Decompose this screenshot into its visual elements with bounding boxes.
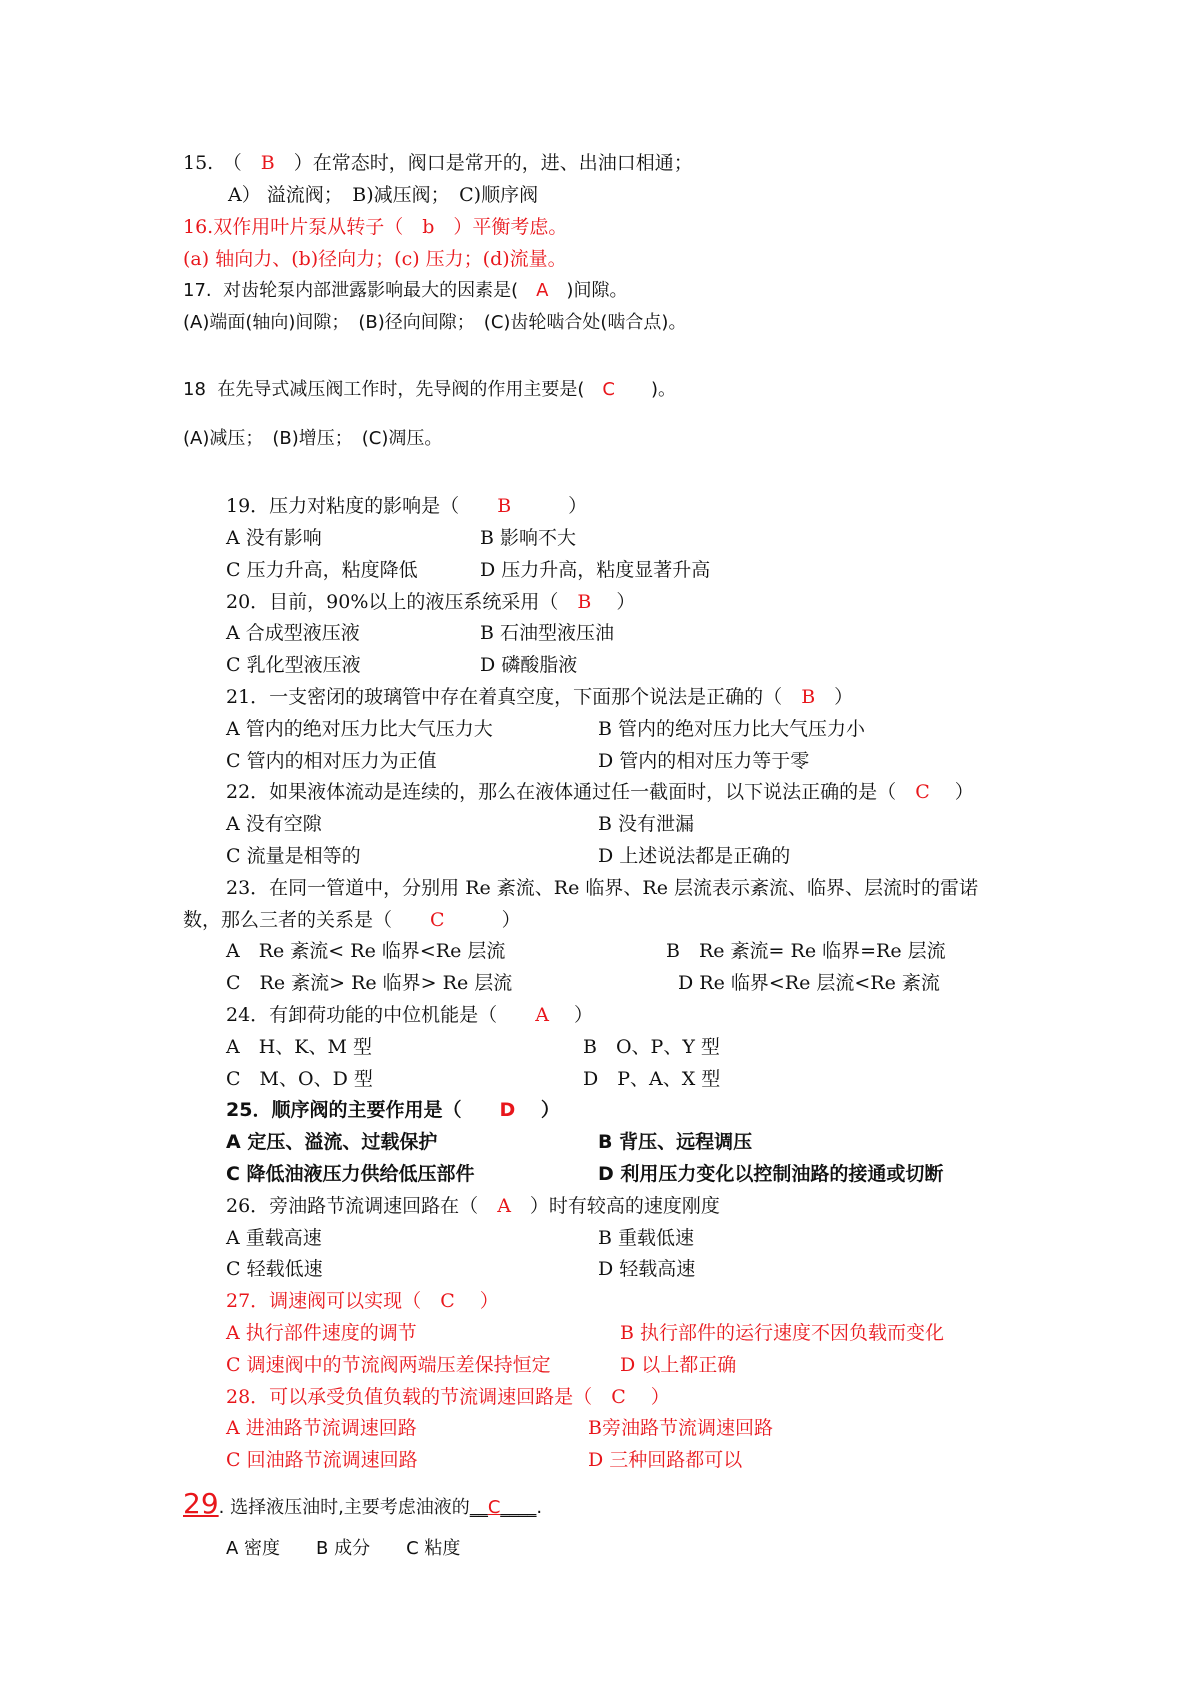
- question-text: 27．调速阀可以实现（: [226, 1290, 441, 1312]
- question-text: ）平衡考虑。: [434, 216, 568, 238]
- option-c: C 轻载低速: [226, 1258, 323, 1280]
- question-text: 24．有卸荷功能的中位机能是（: [226, 1004, 536, 1026]
- option-d: D 以上都正确: [620, 1354, 737, 1376]
- question-text: .: [536, 1497, 543, 1518]
- option-a: A 合成型液压液: [226, 622, 360, 644]
- answer: B: [260, 152, 275, 174]
- answer: B: [801, 686, 816, 708]
- option-a: A 执行部件速度的调节: [226, 1322, 417, 1344]
- option-b: B 背压、远程调压: [598, 1131, 753, 1153]
- question-17: [183, 282, 627, 300]
- option-c: C 流量是相等的: [226, 845, 361, 867]
- question-text: 20．目前，90%以上的液压系统采用（: [226, 591, 578, 613]
- option-b: B 重载低速: [598, 1227, 695, 1249]
- question-text: ）: [625, 1386, 670, 1408]
- answer: C: [440, 1290, 455, 1312]
- option-b: B Re 紊流= Re 临界=Re 层流: [666, 940, 946, 962]
- option-a: A H、K、M 型: [226, 1036, 372, 1058]
- question-22: [226, 783, 974, 802]
- question-text: 17. 对齿轮泵内部泄露影响最大的因素是(: [183, 280, 537, 301]
- question-text: 15. （: [183, 152, 261, 174]
- question-17-options: (A)端面(轴向)间隙； (B)径向间隙； (C)齿轮啮合处(啮合点)。: [183, 312, 687, 333]
- question-text: 28．可以承受负值负载的节流调速回路是（: [226, 1386, 612, 1408]
- answer: C: [915, 781, 930, 803]
- question-text: ）: [454, 1290, 499, 1312]
- option-d: D P、A、X 型: [583, 1068, 721, 1090]
- option-b: B 没有泄漏: [598, 813, 695, 835]
- option-a: A Re 紊流< Re 临界<Re 层流: [226, 940, 506, 962]
- question-18: [183, 381, 676, 399]
- option-c: C 降低油液压力供给低压部件: [226, 1163, 475, 1185]
- option-a: A 进油路节流调速回路: [226, 1417, 417, 1439]
- option-b: B O、P、Y 型: [583, 1036, 720, 1058]
- question-15: [183, 154, 693, 173]
- option-a: A 重载高速: [226, 1227, 322, 1249]
- question-text: . 选择液压油时,主要考虑油液的: [218, 1497, 470, 1518]
- question-text: 21．一支密闭的玻璃管中存在着真空度，下面那个说法是正确的（: [226, 686, 802, 708]
- answer: C: [602, 379, 615, 400]
- question-16: [183, 218, 567, 237]
- answer: B: [577, 591, 592, 613]
- option-c: C 管内的相对压力为正值: [226, 750, 437, 772]
- question-29-options: A 密度 B 成分 C 粘度: [226, 1538, 461, 1559]
- question-text: ）: [444, 909, 521, 931]
- answer: C: [611, 1386, 626, 1408]
- option-a: A 没有空隙: [226, 813, 322, 835]
- question-text: ）: [515, 1099, 560, 1121]
- question-text: 18 在先导式减压阀工作时，先导阀的作用主要是(: [183, 379, 603, 400]
- answer: C: [487, 1497, 501, 1518]
- question-text: ）: [511, 495, 588, 517]
- question-text: ）: [929, 781, 974, 803]
- option-d: D 压力升高，粘度显著升高: [480, 559, 711, 581]
- question-24: [226, 1006, 593, 1025]
- answer: D: [499, 1099, 516, 1121]
- option-c: C 调速阀中的节流阀两端压差保持恒定: [226, 1354, 551, 1376]
- answer: A: [497, 1195, 511, 1217]
- option-b: B 石油型液压油: [480, 622, 615, 644]
- question-21: [226, 688, 853, 707]
- question-text: ）: [815, 686, 854, 708]
- answer: b: [422, 216, 435, 238]
- question-text: 22．如果液体流动是连续的，那么在液体通过任一截面时，以下说法正确的是（: [226, 781, 916, 803]
- question-text: 数，那么三者的关系是（: [183, 909, 431, 931]
- answer: C: [430, 909, 445, 931]
- question-text: ）在常态时，阀口是常开的，进、出油口相通；: [274, 152, 693, 174]
- option-a: A 没有影响: [226, 527, 322, 549]
- answer-blank: ____: [500, 1497, 537, 1518]
- question-29: [183, 1487, 543, 1520]
- question-25: [226, 1101, 560, 1120]
- option-b: B 管内的绝对压力比大气压力小: [598, 718, 866, 740]
- option-c: C 回油路节流调速回路: [226, 1449, 418, 1471]
- question-text: 26．旁油路节流调速回路在（: [226, 1195, 498, 1217]
- question-text: 16.双作用叶片泵从转子（: [183, 216, 423, 238]
- question-15-options: A） 溢流阀； B)减压阀； C)顺序阀: [228, 184, 539, 206]
- question-18-options: (A)减压； (B)增压； (C)凋压。: [183, 428, 443, 449]
- option-b: B旁油路节流调速回路: [588, 1417, 773, 1439]
- question-text: ）: [548, 1004, 593, 1026]
- answer-blank: __: [469, 1497, 488, 1518]
- question-26: [226, 1197, 720, 1216]
- option-d: D 磷酸脂液: [480, 654, 578, 676]
- option-c: C 压力升高，粘度降低: [226, 559, 418, 581]
- option-c: C Re 紊流> Re 临界> Re 层流: [226, 972, 513, 994]
- question-23-line1: 23．在同一管道中，分别用 Re 紊流、Re 临界、Re 层流表示紊流、临界、层流时的雷诺: [226, 877, 978, 899]
- question-text: 19．压力对粘度的影响是（: [226, 495, 498, 517]
- option-d: D 利用压力变化以控制油路的接通或切断: [598, 1163, 944, 1185]
- question-text: 25．顺序阀的主要作用是（: [226, 1099, 500, 1121]
- option-d: D 上述说法都是正确的: [598, 845, 791, 867]
- option-d: D 轻载高速: [598, 1258, 696, 1280]
- question-27: [226, 1292, 499, 1311]
- question-19: [226, 497, 587, 516]
- question-28: [226, 1388, 670, 1407]
- option-b: B 执行部件的运行速度不因负载而变化: [620, 1322, 945, 1344]
- answer: A: [535, 1004, 549, 1026]
- answer: B: [497, 495, 512, 517]
- option-d: D 管内的相对压力等于零: [598, 750, 810, 772]
- option-d: D 三种回路都可以: [588, 1449, 743, 1471]
- option-b: B 影响不大: [480, 527, 577, 549]
- option-a: A 定压、溢流、过载保护: [226, 1131, 438, 1153]
- question-text: ）时有较高的速度刚度: [510, 1195, 720, 1217]
- question-20: [226, 593, 635, 612]
- question-23: [183, 911, 521, 930]
- question-16-options: (a) 轴向力、(b)径向力；(c) 压力；(d)流量。: [183, 248, 567, 270]
- option-d: D Re 临界<Re 层流<Re 紊流: [678, 972, 940, 994]
- option-c: C M、O、D 型: [226, 1068, 373, 1090]
- question-text: )间隙。: [548, 280, 628, 301]
- question-number: 29: [183, 1487, 219, 1520]
- question-text: )。: [614, 379, 676, 400]
- option-c: C 乳化型液压液: [226, 654, 361, 676]
- question-text: ）: [591, 591, 636, 613]
- answer: A: [536, 280, 549, 301]
- option-a: A 管内的绝对压力比大气压力大: [226, 718, 493, 740]
